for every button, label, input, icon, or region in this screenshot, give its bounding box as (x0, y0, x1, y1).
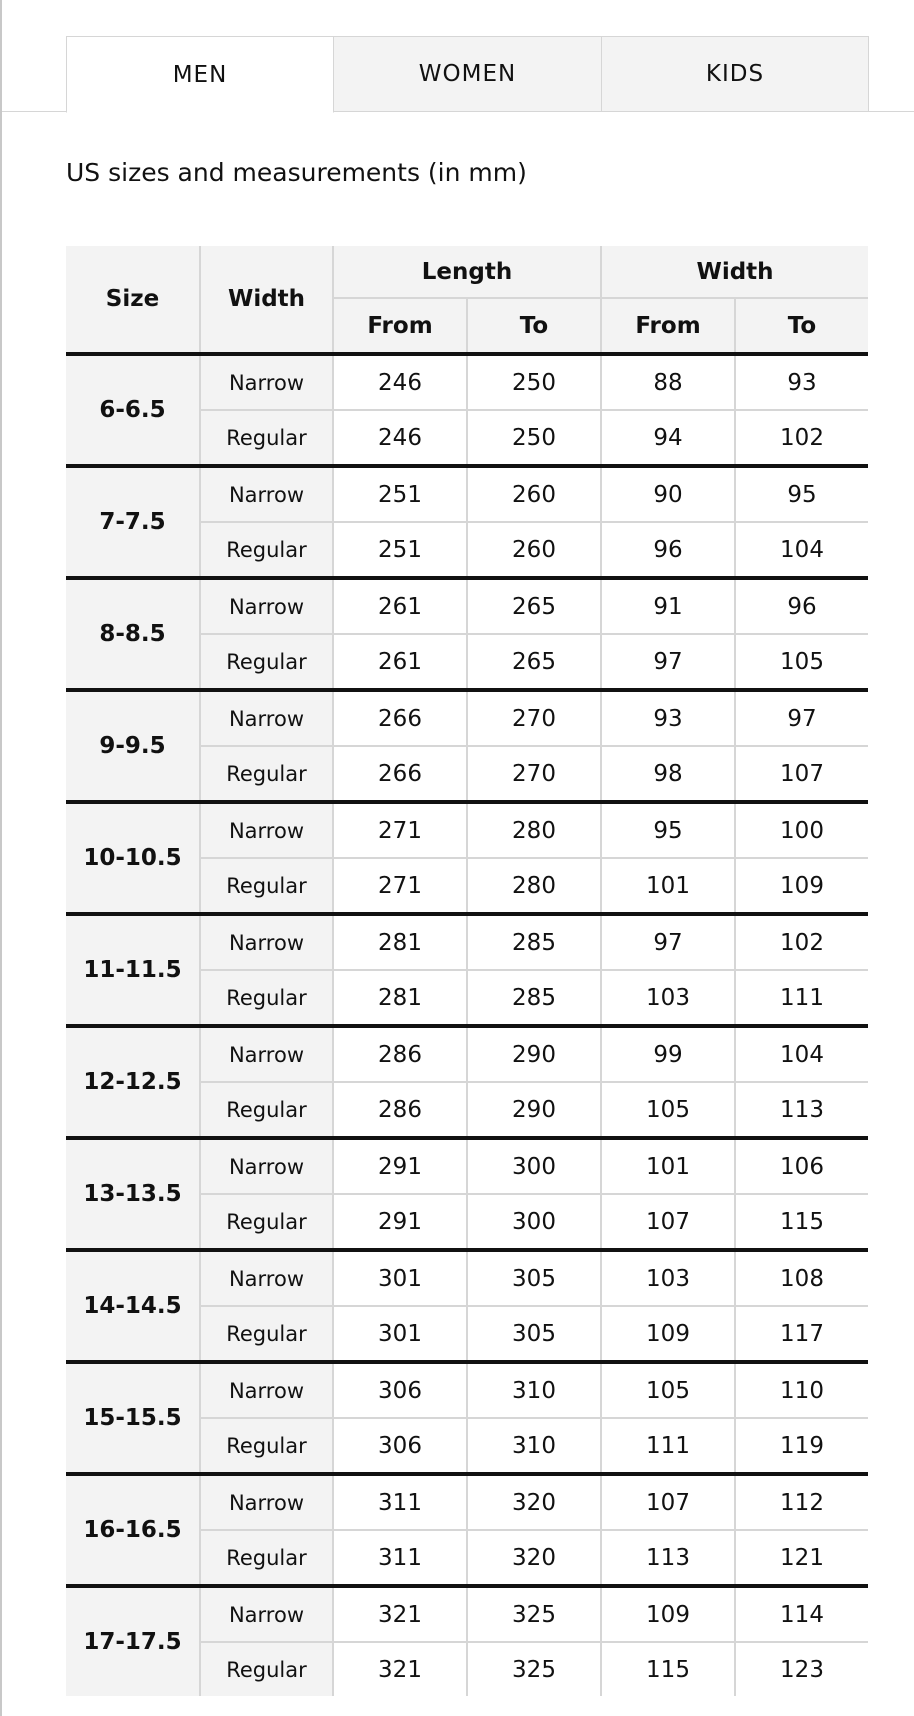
length-to-cell: 305 (467, 1306, 601, 1362)
size-group (66, 1586, 868, 1696)
width-to-cell: 93 (735, 354, 868, 410)
width-from-cell: 94 (601, 410, 735, 466)
width-to-cell: 114 (735, 1586, 868, 1642)
header-width-from: From (601, 298, 735, 354)
length-to-cell: 285 (467, 914, 601, 970)
width-to-cell: 102 (735, 410, 868, 466)
length-to-cell: 320 (467, 1474, 601, 1530)
width-to-cell: 100 (735, 802, 868, 858)
size-group (66, 690, 868, 802)
size-group (66, 466, 868, 578)
length-from-cell: 281 (333, 914, 467, 970)
tab-men[interactable]: MEN (66, 36, 334, 113)
length-from-cell: 291 (333, 1194, 467, 1250)
width-to-cell: 113 (735, 1082, 868, 1138)
width-type-cell: Regular (200, 1306, 333, 1362)
length-to-cell: 300 (467, 1138, 601, 1194)
length-from-cell: 301 (333, 1250, 467, 1306)
length-from-cell: 306 (333, 1362, 467, 1418)
length-to-cell: 280 (467, 802, 601, 858)
length-from-cell: 286 (333, 1026, 467, 1082)
length-to-cell: 325 (467, 1642, 601, 1696)
width-from-cell: 98 (601, 746, 735, 802)
width-type-cell: Regular (200, 522, 333, 578)
width-type-cell: Narrow (200, 1026, 333, 1082)
length-to-cell: 250 (467, 410, 601, 466)
width-from-cell: 97 (601, 914, 735, 970)
width-from-cell: 105 (601, 1082, 735, 1138)
width-to-cell: 111 (735, 970, 868, 1026)
width-type-cell: Narrow (200, 1586, 333, 1642)
size-cell: 17-17.5 (66, 1586, 200, 1696)
header-length-to: To (467, 298, 601, 354)
width-type-cell: Narrow (200, 914, 333, 970)
length-from-cell: 311 (333, 1530, 467, 1586)
length-to-cell: 265 (467, 578, 601, 634)
length-to-cell: 290 (467, 1082, 601, 1138)
length-to-cell: 270 (467, 690, 601, 746)
length-from-cell: 311 (333, 1474, 467, 1530)
width-to-cell: 110 (735, 1362, 868, 1418)
length-to-cell: 285 (467, 970, 601, 1026)
length-from-cell: 271 (333, 802, 467, 858)
length-from-cell: 291 (333, 1138, 467, 1194)
size-group (66, 1474, 868, 1586)
table-row (66, 354, 868, 410)
length-from-cell: 266 (333, 746, 467, 802)
length-from-cell: 301 (333, 1306, 467, 1362)
width-from-cell: 103 (601, 970, 735, 1026)
size-group (66, 1362, 868, 1474)
width-type-cell: Regular (200, 1642, 333, 1696)
width-from-cell: 99 (601, 1026, 735, 1082)
size-cell: 12-12.5 (66, 1026, 200, 1138)
table-header (66, 246, 868, 354)
width-to-cell: 104 (735, 1026, 868, 1082)
width-type-cell: Regular (200, 1194, 333, 1250)
width-from-cell: 113 (601, 1530, 735, 1586)
size-group (66, 354, 868, 466)
length-to-cell: 310 (467, 1362, 601, 1418)
size-cell: 7-7.5 (66, 466, 200, 578)
width-from-cell: 90 (601, 466, 735, 522)
size-cell: 11-11.5 (66, 914, 200, 1026)
width-type-cell: Narrow (200, 802, 333, 858)
length-to-cell: 290 (467, 1026, 601, 1082)
table-row (66, 578, 868, 634)
header-length-group: Length (333, 246, 601, 298)
width-from-cell: 93 (601, 690, 735, 746)
width-to-cell: 121 (735, 1530, 868, 1586)
header-width: Width (200, 246, 333, 354)
table-row (66, 1362, 868, 1418)
length-from-cell: 251 (333, 522, 467, 578)
size-cell: 8-8.5 (66, 578, 200, 690)
length-to-cell: 270 (467, 746, 601, 802)
width-to-cell: 109 (735, 858, 868, 914)
width-from-cell: 101 (601, 858, 735, 914)
table-row (66, 1138, 868, 1194)
tab-kids[interactable]: KIDS (601, 36, 869, 112)
length-from-cell: 286 (333, 1082, 467, 1138)
size-group (66, 802, 868, 914)
width-from-cell: 91 (601, 578, 735, 634)
width-type-cell: Narrow (200, 466, 333, 522)
size-cell: 15-15.5 (66, 1362, 200, 1474)
width-from-cell: 101 (601, 1138, 735, 1194)
width-to-cell: 123 (735, 1642, 868, 1696)
length-from-cell: 281 (333, 970, 467, 1026)
width-from-cell: 95 (601, 802, 735, 858)
width-from-cell: 107 (601, 1194, 735, 1250)
tab-women[interactable]: WOMEN (333, 36, 602, 112)
table-row (66, 466, 868, 522)
size-group (66, 578, 868, 690)
width-to-cell: 119 (735, 1418, 868, 1474)
header-row-top (66, 246, 868, 298)
size-table-heading: US sizes and measurements (in mm) (66, 158, 527, 187)
length-from-cell: 321 (333, 1642, 467, 1696)
length-from-cell: 261 (333, 578, 467, 634)
size-cell: 10-10.5 (66, 802, 200, 914)
size-cell: 9-9.5 (66, 690, 200, 802)
size-group (66, 1026, 868, 1138)
size-group (66, 914, 868, 1026)
length-to-cell: 305 (467, 1250, 601, 1306)
width-to-cell: 117 (735, 1306, 868, 1362)
length-from-cell: 306 (333, 1418, 467, 1474)
width-type-cell: Regular (200, 634, 333, 690)
width-type-cell: Regular (200, 1418, 333, 1474)
length-to-cell: 260 (467, 522, 601, 578)
length-from-cell: 266 (333, 690, 467, 746)
width-type-cell: Narrow (200, 1138, 333, 1194)
width-from-cell: 97 (601, 634, 735, 690)
width-to-cell: 95 (735, 466, 868, 522)
header-size: Size (66, 246, 200, 354)
width-type-cell: Regular (200, 1082, 333, 1138)
length-from-cell: 246 (333, 354, 467, 410)
table-row (66, 690, 868, 746)
size-chart-table (66, 246, 868, 1696)
length-to-cell: 280 (467, 858, 601, 914)
size-group (66, 1138, 868, 1250)
width-to-cell: 96 (735, 578, 868, 634)
width-from-cell: 103 (601, 1250, 735, 1306)
width-from-cell: 111 (601, 1418, 735, 1474)
length-from-cell: 261 (333, 634, 467, 690)
table-row (66, 1026, 868, 1082)
width-from-cell: 96 (601, 522, 735, 578)
table-row (66, 1250, 868, 1306)
left-edge-divider (0, 0, 2, 1716)
width-to-cell: 106 (735, 1138, 868, 1194)
length-to-cell: 325 (467, 1586, 601, 1642)
width-to-cell: 108 (735, 1250, 868, 1306)
size-cell: 14-14.5 (66, 1250, 200, 1362)
width-to-cell: 102 (735, 914, 868, 970)
table-row (66, 1586, 868, 1642)
width-type-cell: Regular (200, 1530, 333, 1586)
length-to-cell: 320 (467, 1530, 601, 1586)
width-type-cell: Narrow (200, 354, 333, 410)
width-from-cell: 88 (601, 354, 735, 410)
header-width-group: Width (601, 246, 868, 298)
size-category-tabs (2, 0, 914, 113)
width-type-cell: Regular (200, 746, 333, 802)
width-to-cell: 115 (735, 1194, 868, 1250)
width-to-cell: 105 (735, 634, 868, 690)
width-type-cell: Narrow (200, 1250, 333, 1306)
width-from-cell: 109 (601, 1306, 735, 1362)
width-to-cell: 97 (735, 690, 868, 746)
size-cell: 6-6.5 (66, 354, 200, 466)
length-to-cell: 300 (467, 1194, 601, 1250)
width-type-cell: Narrow (200, 578, 333, 634)
table-row (66, 802, 868, 858)
header-length-from: From (333, 298, 467, 354)
length-from-cell: 321 (333, 1586, 467, 1642)
width-to-cell: 107 (735, 746, 868, 802)
width-from-cell: 115 (601, 1642, 735, 1696)
size-cell: 13-13.5 (66, 1138, 200, 1250)
length-to-cell: 265 (467, 634, 601, 690)
header-width-to: To (735, 298, 868, 354)
width-from-cell: 105 (601, 1362, 735, 1418)
length-to-cell: 310 (467, 1418, 601, 1474)
width-to-cell: 112 (735, 1474, 868, 1530)
length-to-cell: 260 (467, 466, 601, 522)
length-to-cell: 250 (467, 354, 601, 410)
width-type-cell: Regular (200, 410, 333, 466)
width-to-cell: 104 (735, 522, 868, 578)
size-cell: 16-16.5 (66, 1474, 200, 1586)
width-type-cell: Regular (200, 970, 333, 1026)
width-type-cell: Narrow (200, 690, 333, 746)
width-type-cell: Regular (200, 858, 333, 914)
width-type-cell: Narrow (200, 1362, 333, 1418)
size-group (66, 1250, 868, 1362)
length-from-cell: 271 (333, 858, 467, 914)
table-row (66, 914, 868, 970)
length-from-cell: 246 (333, 410, 467, 466)
width-from-cell: 109 (601, 1586, 735, 1642)
width-type-cell: Narrow (200, 1474, 333, 1530)
table-row (66, 1474, 868, 1530)
width-from-cell: 107 (601, 1474, 735, 1530)
length-from-cell: 251 (333, 466, 467, 522)
